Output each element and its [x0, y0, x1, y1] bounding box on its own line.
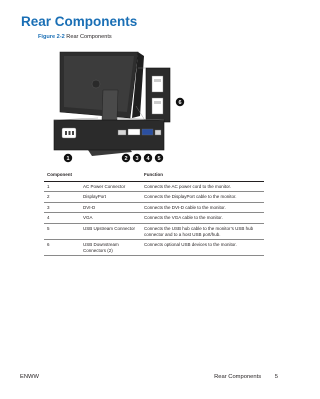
row-component: USB Upstream Connector	[80, 223, 141, 239]
row-function: Connects the USB hub cable to the monitor’s USB hub connector and to a host USB port/hub.	[141, 223, 264, 239]
page-number: 5	[274, 374, 278, 380]
row-number: 5	[44, 223, 80, 239]
table-row	[44, 181, 264, 192]
row-function: Connects the DisplayPort cable to the monitor.	[141, 192, 264, 203]
callout-4-label: 4	[146, 156, 150, 162]
figure-caption	[38, 34, 112, 40]
row-component: VGA	[80, 213, 141, 224]
table-row	[44, 223, 264, 239]
row-number: 3	[44, 202, 80, 213]
usb-downstream-port-1	[152, 76, 163, 92]
callout-2-label: 2	[124, 156, 128, 162]
callout-5-label: 5	[157, 156, 161, 162]
table-row	[44, 240, 264, 256]
header-function: Function	[141, 170, 264, 181]
table-row	[44, 192, 264, 203]
section-heading: Rear Components	[21, 14, 138, 29]
row-number: 4	[44, 213, 80, 224]
row-number: 6	[44, 240, 80, 256]
header-component: Component	[44, 170, 80, 181]
stand-mount	[92, 80, 100, 88]
usb-port-1-tongue	[154, 79, 161, 82]
ac-pin-1	[65, 131, 67, 135]
row-function: Connects the DVI-D cable to the monitor.	[141, 202, 264, 213]
table-row	[44, 213, 264, 224]
row-number: 1	[44, 181, 80, 192]
vga-connector	[142, 129, 153, 135]
row-function: Connects the VGA cable to the monitor.	[141, 213, 264, 224]
row-number: 2	[44, 192, 80, 203]
table-row	[44, 202, 264, 213]
components-table	[44, 170, 264, 256]
callout-1-label: 1	[66, 156, 70, 162]
callout-3-label: 3	[135, 156, 139, 162]
usb-upstream-connector	[155, 130, 161, 135]
zoom-line-left	[54, 118, 98, 120]
usb-port-2-tongue	[154, 101, 161, 104]
row-component: DVI-D	[80, 202, 141, 213]
rear-components-illustration	[48, 46, 198, 166]
displayport-connector	[118, 130, 126, 135]
usb-downstream-port-2	[152, 98, 163, 114]
header-spacer	[80, 170, 141, 181]
callout-6-label: 6	[178, 100, 182, 106]
figure-title: Rear Components	[66, 34, 112, 40]
dvi-d-connector	[128, 129, 140, 135]
figure-number: Figure 2-2	[38, 34, 65, 40]
row-function: Connects optional USB devices to the monitor.	[141, 240, 264, 256]
row-function: Connects the AC power cord to the monitor.	[141, 181, 264, 192]
row-component: AC Power Connector	[80, 181, 141, 192]
footer-section: Rear Components	[214, 374, 262, 380]
footer-left: ENWW	[20, 374, 39, 380]
ac-pin-2	[69, 131, 71, 135]
ac-pin-3	[72, 131, 74, 135]
row-component: USB Downstream Connectors (2)	[80, 240, 141, 256]
table-header-row	[44, 170, 264, 181]
footer-right	[214, 374, 278, 380]
row-component: DisplayPort	[80, 192, 141, 203]
